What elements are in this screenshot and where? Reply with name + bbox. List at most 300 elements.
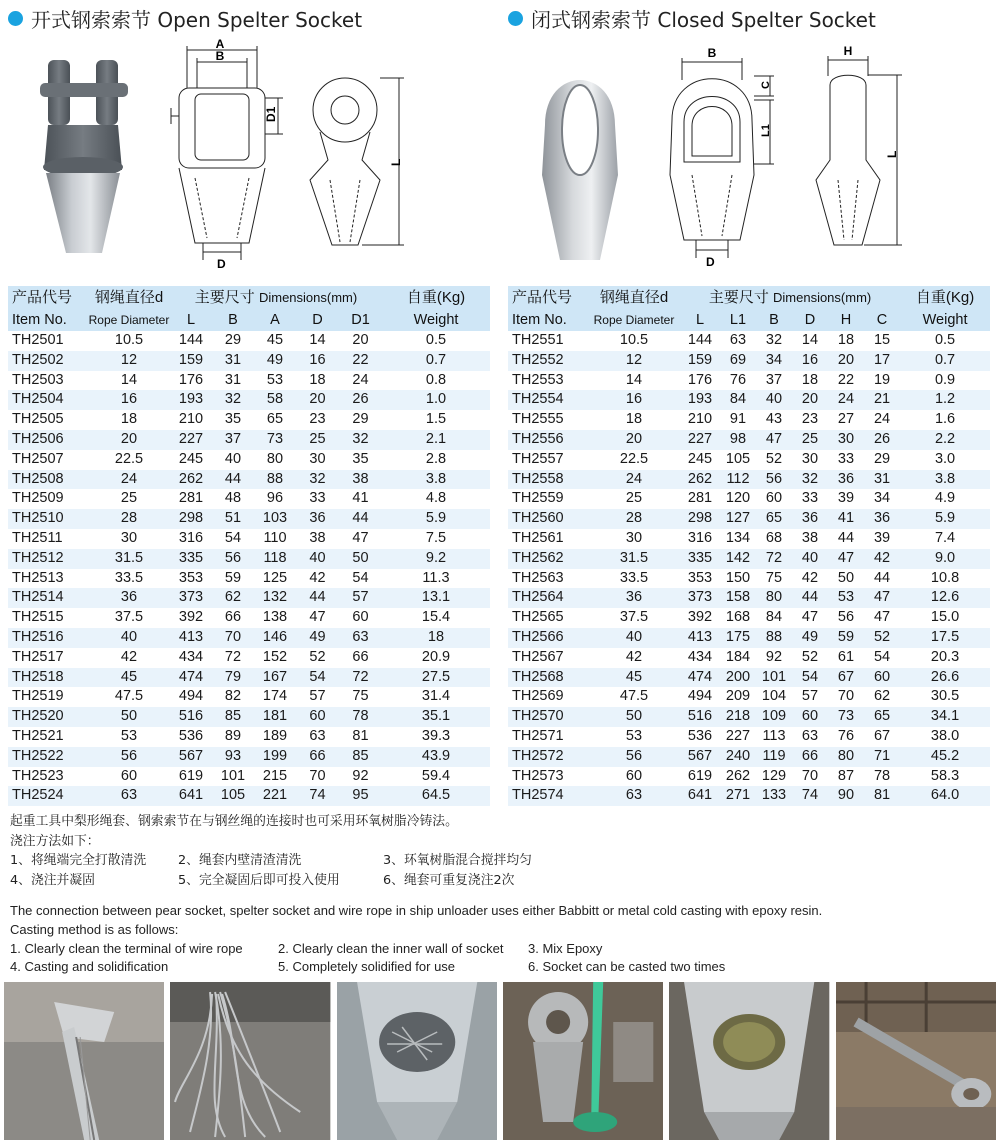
table-cell: TH2562 bbox=[508, 549, 588, 569]
table-cell: TH2521 bbox=[12, 727, 64, 744]
table-cell: TH2564 bbox=[508, 588, 588, 608]
table-row bbox=[8, 786, 490, 806]
table-cell: 53 bbox=[828, 588, 864, 608]
table-cell: 53 bbox=[120, 727, 138, 744]
dim-label-L: L bbox=[389, 158, 403, 166]
table-cell: 39 bbox=[873, 529, 891, 546]
table-cell: 26 bbox=[864, 430, 900, 450]
table-cell: 45 bbox=[88, 668, 170, 688]
table-cell: 60 bbox=[765, 490, 783, 507]
table-cell: 413 bbox=[170, 628, 212, 648]
table-cell: 227 bbox=[725, 727, 751, 744]
table-cell: 30 bbox=[625, 529, 643, 546]
table-cell: 65 bbox=[266, 411, 284, 428]
table-cell: 52 bbox=[864, 628, 900, 648]
table-cell: 36 bbox=[88, 588, 170, 608]
table-cell: 101 bbox=[220, 767, 246, 784]
dim-label-C: C bbox=[760, 81, 772, 89]
table-cell: 227 bbox=[680, 430, 720, 450]
table-cell: 37.5 bbox=[114, 609, 144, 626]
table-cell: 641 bbox=[680, 786, 720, 806]
table-cell: TH2523 bbox=[12, 767, 64, 784]
col-dim-D1: D1 bbox=[339, 310, 382, 331]
table-cell: 567 bbox=[680, 747, 720, 767]
table-cell: 52 bbox=[309, 648, 326, 665]
step-cn-3: 3、环氧树脂混合搅拌均匀 bbox=[383, 853, 532, 868]
table-row bbox=[508, 786, 990, 806]
table-cell: 9.2 bbox=[382, 549, 490, 569]
col-dim-C: C bbox=[864, 310, 900, 331]
table-cell: 47 bbox=[873, 609, 891, 626]
table-cell: 14 bbox=[120, 371, 138, 388]
table-cell: 30 bbox=[801, 450, 819, 467]
table-cell: 316 bbox=[687, 529, 713, 546]
table-cell: 474 bbox=[170, 668, 212, 688]
col-dim-L1: L1 bbox=[720, 310, 756, 331]
table-cell: 61 bbox=[837, 648, 855, 665]
dim-label-L: L bbox=[885, 150, 899, 158]
table-row bbox=[508, 608, 990, 628]
table-cell: 25 bbox=[792, 430, 828, 450]
table-cell: 58 bbox=[254, 390, 296, 410]
table-cell: 45.2 bbox=[900, 747, 990, 767]
table-cell: 70 bbox=[801, 767, 819, 784]
table-cell: 25 bbox=[625, 490, 643, 507]
open-socket-photo bbox=[30, 55, 140, 260]
table-cell: 15.0 bbox=[930, 609, 960, 626]
table-cell: 38 bbox=[801, 529, 819, 546]
table-cell: 68 bbox=[765, 529, 783, 546]
table-cell: 70 bbox=[309, 767, 326, 784]
table-cell: 40 bbox=[588, 628, 680, 648]
table-row bbox=[508, 687, 990, 707]
table-cell: 16 bbox=[792, 351, 828, 371]
step-en-6: 6. Socket can be casted two times bbox=[528, 959, 726, 975]
table-cell: 18 bbox=[801, 371, 819, 388]
table-cell: 34 bbox=[756, 351, 792, 371]
table-cell: 81 bbox=[352, 727, 369, 744]
table-cell: 74 bbox=[792, 786, 828, 806]
table-cell: 76 bbox=[729, 371, 747, 388]
table-cell: TH2555 bbox=[512, 411, 564, 428]
table-cell: 120 bbox=[725, 490, 751, 507]
photo-mix-epoxy bbox=[503, 982, 663, 1140]
table-cell: 91 bbox=[729, 411, 747, 428]
table-cell: 12 bbox=[88, 351, 170, 371]
table-cell: 434 bbox=[687, 648, 713, 665]
dimensions-cn: 主要尺寸 bbox=[708, 289, 769, 306]
table-cell: TH2551 bbox=[512, 332, 564, 348]
table-cell: 66 bbox=[224, 609, 242, 626]
table-cell: 28 bbox=[88, 509, 170, 529]
table-cell: 56 bbox=[88, 747, 170, 767]
table-cell: 36 bbox=[792, 509, 828, 529]
table-cell: 14 bbox=[625, 371, 643, 388]
table-cell: 72 bbox=[224, 648, 242, 665]
table-cell: TH2558 bbox=[508, 470, 588, 490]
table-cell: 67 bbox=[873, 727, 891, 744]
table-cell: 20 bbox=[296, 390, 339, 410]
open-socket-title-text: 开式钢索索节 Open Spelter Socket bbox=[31, 8, 363, 32]
table-cell: 38.0 bbox=[930, 727, 960, 744]
table-cell: 56 bbox=[212, 549, 254, 569]
col-dim-B: B bbox=[756, 310, 792, 331]
table-cell: 262 bbox=[680, 470, 720, 490]
table-cell: 40 bbox=[792, 549, 828, 569]
table-cell: 54 bbox=[792, 668, 828, 688]
table-cell: 619 bbox=[687, 767, 713, 784]
table-cell: 146 bbox=[254, 628, 296, 648]
table-cell: TH2509 bbox=[12, 490, 64, 507]
table-cell: TH2554 bbox=[508, 390, 588, 410]
table-cell: 40 bbox=[296, 549, 339, 569]
table-cell: 80 bbox=[756, 588, 792, 608]
table-cell: 516 bbox=[680, 707, 720, 727]
table-row bbox=[508, 648, 990, 668]
table-row bbox=[508, 628, 990, 648]
open-socket-title bbox=[8, 4, 362, 33]
table-cell: 1.0 bbox=[382, 390, 490, 410]
table-cell: 12.6 bbox=[900, 588, 990, 608]
table-cell: TH2507 bbox=[12, 450, 64, 467]
col-dim-H: H bbox=[828, 310, 864, 331]
table-cell: 53 bbox=[266, 371, 284, 388]
table-cell: TH2524 bbox=[8, 786, 88, 806]
table-cell: 33 bbox=[801, 490, 819, 507]
dimensions-cn: 主要尺寸 bbox=[194, 289, 255, 306]
table-cell: 101 bbox=[756, 668, 792, 688]
col-weight-en: Weight bbox=[900, 310, 990, 331]
table-cell: 392 bbox=[178, 609, 204, 626]
table-cell: TH2557 bbox=[512, 450, 564, 467]
table-cell: 335 bbox=[680, 549, 720, 569]
table-cell: 49 bbox=[254, 351, 296, 371]
table-cell: TH2510 bbox=[8, 509, 88, 529]
table-cell: 25 bbox=[120, 490, 138, 507]
table-cell: 38 bbox=[339, 470, 382, 490]
table-cell: 22 bbox=[837, 371, 855, 388]
table-cell: 40 bbox=[756, 390, 792, 410]
table-cell: 34 bbox=[873, 490, 891, 507]
table-cell: 67 bbox=[828, 668, 864, 688]
table-cell: 11.3 bbox=[422, 569, 450, 586]
notes-en-line2: Casting method is as follows: bbox=[10, 921, 179, 937]
table-cell: 36 bbox=[588, 588, 680, 608]
table-cell: 88 bbox=[254, 470, 296, 490]
table-cell: 84 bbox=[765, 609, 783, 626]
table-row bbox=[8, 430, 490, 450]
table-cell: 210 bbox=[178, 411, 204, 428]
table-cell: 30 bbox=[120, 529, 138, 546]
table-cell: 87 bbox=[837, 767, 855, 784]
table-cell: 142 bbox=[720, 549, 756, 569]
table-cell: 63 bbox=[309, 727, 326, 744]
table-cell: 24 bbox=[828, 390, 864, 410]
table-cell: 79 bbox=[212, 668, 254, 688]
step-cn-5: 5、完全凝固后即可投入使用 bbox=[178, 872, 340, 888]
table-cell: 81 bbox=[864, 786, 900, 806]
table-cell: 50 bbox=[837, 569, 855, 586]
table-cell: 69 bbox=[720, 351, 756, 371]
table-cell: 3.8 bbox=[900, 470, 990, 490]
table-row bbox=[8, 569, 490, 589]
table-cell: 36 bbox=[296, 509, 339, 529]
table-cell: 60 bbox=[352, 609, 369, 626]
table-cell: 41 bbox=[352, 490, 369, 507]
table-row bbox=[508, 410, 990, 430]
table-cell: TH2516 bbox=[8, 628, 88, 648]
table-cell: 21 bbox=[864, 390, 900, 410]
table-cell: 59.4 bbox=[421, 767, 451, 784]
table-cell: TH2572 bbox=[508, 747, 588, 767]
col-dim-D: D bbox=[296, 310, 339, 331]
table-cell: 38 bbox=[309, 529, 326, 546]
table-cell: 33 bbox=[837, 450, 855, 467]
table-row bbox=[508, 668, 990, 688]
notes-en-steps-row2 bbox=[10, 958, 822, 977]
table-cell: TH2568 bbox=[508, 668, 588, 688]
col-weight-en: Weight bbox=[382, 310, 490, 331]
col-rope-diameter-en: Rope Diameter bbox=[88, 310, 170, 331]
table-cell: 0.5 bbox=[425, 332, 447, 348]
table-cell: 92 bbox=[765, 648, 783, 665]
dim-label-D1: D1 bbox=[264, 106, 278, 122]
table-cell: 181 bbox=[254, 707, 296, 727]
table-cell: 57 bbox=[309, 688, 326, 705]
table-cell: TH2513 bbox=[12, 569, 64, 586]
notes-cn-line2: 浇注方法如下： bbox=[10, 833, 100, 849]
table-cell: 60 bbox=[864, 668, 900, 688]
dim-label-A: A bbox=[215, 38, 225, 51]
table-cell: 112 bbox=[720, 470, 756, 490]
table-cell: 44 bbox=[339, 509, 382, 529]
table-cell: TH2573 bbox=[512, 767, 564, 784]
table-cell: TH2559 bbox=[512, 490, 564, 507]
table-cell: 144 bbox=[687, 332, 713, 348]
table-cell: 0.8 bbox=[425, 371, 447, 388]
table-cell: 56 bbox=[837, 609, 855, 626]
table-cell: 23 bbox=[801, 411, 819, 428]
table-cell: 15.4 bbox=[421, 609, 451, 626]
dim-label-B: B bbox=[215, 49, 225, 63]
dimensions-en: Dimensions(mm) bbox=[258, 290, 358, 305]
table-cell: 392 bbox=[687, 609, 713, 626]
notes-en-line1: The connection between pear socket, spelter socket and wire rope in ship unloader uses either Babbitt or metal cold casting with epoxy resin. bbox=[10, 903, 823, 918]
col-weight-cn: 自重(Kg) bbox=[900, 286, 990, 310]
table-cell: 110 bbox=[263, 529, 287, 546]
col-item-no-en: Item No. bbox=[508, 310, 588, 331]
table-cell: TH2514 bbox=[8, 588, 88, 608]
table-row bbox=[8, 331, 490, 351]
table-cell: 63 bbox=[88, 786, 170, 806]
table-cell: 34.1 bbox=[900, 707, 990, 727]
table-cell: 536 bbox=[687, 727, 713, 744]
table-cell: 41 bbox=[828, 509, 864, 529]
table-cell: 4.8 bbox=[425, 490, 447, 507]
table-cell: 298 bbox=[170, 509, 212, 529]
table-cell: TH2520 bbox=[8, 707, 88, 727]
table-row bbox=[508, 509, 990, 529]
table-cell: 72 bbox=[339, 668, 382, 688]
table-cell: 33.5 bbox=[114, 569, 144, 586]
table-cell: 57 bbox=[339, 588, 382, 608]
table-cell: 2.1 bbox=[382, 430, 490, 450]
table-cell: 44 bbox=[212, 470, 254, 490]
table-cell: 298 bbox=[680, 509, 720, 529]
table-cell: 9.0 bbox=[900, 549, 990, 569]
table-cell: 30.5 bbox=[930, 688, 960, 705]
table-cell: 42 bbox=[801, 569, 819, 586]
table-cell: 13.1 bbox=[382, 588, 490, 608]
table-cell: 63 bbox=[729, 332, 747, 348]
table-cell: 63 bbox=[801, 727, 819, 744]
table-cell: 1.6 bbox=[934, 411, 956, 428]
table-cell: 44 bbox=[792, 588, 828, 608]
table-cell: 63 bbox=[588, 786, 680, 806]
table-cell: 281 bbox=[687, 490, 713, 507]
table-cell: 18 bbox=[837, 332, 855, 348]
table-cell: 14 bbox=[801, 332, 819, 348]
casting-notes-cn bbox=[10, 812, 532, 890]
col-dim-B: B bbox=[212, 310, 254, 331]
table-cell: 10.5 bbox=[619, 332, 649, 348]
table-row bbox=[8, 470, 490, 490]
table-cell: 29 bbox=[224, 332, 242, 348]
table-row bbox=[8, 747, 490, 767]
table-cell: 152 bbox=[262, 648, 288, 665]
table-row bbox=[8, 371, 490, 391]
table-cell: 44 bbox=[873, 569, 891, 586]
table-cell: 82 bbox=[224, 688, 242, 705]
table-cell: 118 bbox=[254, 549, 296, 569]
table-row bbox=[8, 489, 490, 509]
table-cell: 47 bbox=[828, 549, 864, 569]
table-cell: TH2567 bbox=[512, 648, 564, 665]
table-cell: 33.5 bbox=[619, 569, 649, 586]
table-cell: 28 bbox=[588, 509, 680, 529]
table-cell: 43 bbox=[765, 411, 783, 428]
table-cell: 35 bbox=[352, 450, 369, 467]
table-cell: 200 bbox=[720, 668, 756, 688]
table-row bbox=[8, 648, 490, 668]
photo-casting-solidification bbox=[669, 982, 829, 1140]
open-socket-spec-table bbox=[8, 286, 490, 806]
dim-label-B: B bbox=[707, 46, 717, 60]
table-row bbox=[8, 608, 490, 628]
table-cell: TH2566 bbox=[508, 628, 588, 648]
table-cell: 15 bbox=[873, 332, 891, 348]
table-cell: 42 bbox=[625, 648, 643, 665]
table-cell: 30 bbox=[828, 430, 864, 450]
step-cn-4: 4、浇注并凝固 bbox=[10, 872, 95, 888]
table-row bbox=[8, 588, 490, 608]
table-cell: 78 bbox=[873, 767, 891, 784]
table-cell: 37 bbox=[765, 371, 783, 388]
dim-label-H: H bbox=[843, 44, 853, 58]
table-cell: 42 bbox=[864, 549, 900, 569]
table-cell: 62 bbox=[873, 688, 891, 705]
table-cell: 45 bbox=[588, 668, 680, 688]
dim-label-D: D bbox=[217, 257, 226, 270]
dim-label-D: D bbox=[706, 255, 715, 269]
table-cell: 474 bbox=[680, 668, 720, 688]
table-cell: 50 bbox=[339, 549, 382, 569]
notes-cn-steps-row2 bbox=[10, 871, 532, 891]
table-cell: 1.2 bbox=[900, 390, 990, 410]
casting-process-photos bbox=[4, 982, 996, 1140]
table-cell: 10.8 bbox=[930, 569, 960, 586]
table-cell: 413 bbox=[680, 628, 720, 648]
table-cell: 22.5 bbox=[114, 450, 144, 467]
table-cell: TH2565 bbox=[512, 609, 564, 626]
table-cell: 80 bbox=[828, 747, 864, 767]
table-cell: 63 bbox=[339, 628, 382, 648]
table-cell: 119 bbox=[756, 747, 792, 767]
table-cell: 52 bbox=[765, 450, 783, 467]
table-cell: 221 bbox=[254, 786, 296, 806]
table-cell: 59 bbox=[828, 628, 864, 648]
table-cell: 159 bbox=[170, 351, 212, 371]
step-en-4: 4. Casting and solidification bbox=[10, 959, 169, 975]
table-cell: 47 bbox=[756, 430, 792, 450]
table-cell: 39.3 bbox=[421, 727, 451, 744]
table-row bbox=[8, 549, 490, 569]
table-cell: 31.5 bbox=[88, 549, 170, 569]
table-cell: 84 bbox=[720, 390, 756, 410]
table-row bbox=[508, 588, 990, 608]
table-cell: 18 bbox=[120, 411, 138, 428]
table-cell: 42 bbox=[309, 569, 326, 586]
table-cell: 18 bbox=[625, 411, 643, 428]
table-cell: 31.5 bbox=[588, 549, 680, 569]
table-cell: 168 bbox=[725, 609, 751, 626]
table-row bbox=[8, 351, 490, 371]
table-cell: 49 bbox=[296, 628, 339, 648]
table-cell: 65 bbox=[756, 509, 792, 529]
table-row bbox=[508, 331, 990, 351]
table-cell: 60 bbox=[296, 707, 339, 727]
table-cell: 0.7 bbox=[382, 351, 490, 371]
table-cell: 32 bbox=[339, 430, 382, 450]
table-cell: 26 bbox=[339, 390, 382, 410]
table-cell: 144 bbox=[178, 332, 204, 348]
col-dim-L: L bbox=[680, 310, 720, 331]
table-cell: 105 bbox=[212, 786, 254, 806]
table-cell: 189 bbox=[262, 727, 288, 744]
table-cell: 57 bbox=[801, 688, 819, 705]
table-cell: 23 bbox=[309, 411, 326, 428]
table-row bbox=[508, 747, 990, 767]
table-cell: 158 bbox=[720, 588, 756, 608]
table-cell: TH2561 bbox=[512, 529, 564, 546]
table-cell: 29 bbox=[352, 411, 369, 428]
table-cell: 245 bbox=[687, 450, 713, 467]
table-cell: 17 bbox=[864, 351, 900, 371]
table-cell: 159 bbox=[680, 351, 720, 371]
table-cell: TH2506 bbox=[8, 430, 88, 450]
table-cell: 20 bbox=[352, 332, 369, 348]
table-cell: 58.3 bbox=[930, 767, 960, 784]
table-cell: TH2504 bbox=[8, 390, 88, 410]
table-cell: 210 bbox=[687, 411, 713, 428]
table-cell: 262 bbox=[725, 767, 751, 784]
table-cell: 93 bbox=[212, 747, 254, 767]
table-cell: 494 bbox=[687, 688, 713, 705]
table-cell: 50 bbox=[588, 707, 680, 727]
table-cell: TH2512 bbox=[8, 549, 88, 569]
table-cell: 32 bbox=[765, 332, 783, 348]
table-cell: 80 bbox=[266, 450, 284, 467]
